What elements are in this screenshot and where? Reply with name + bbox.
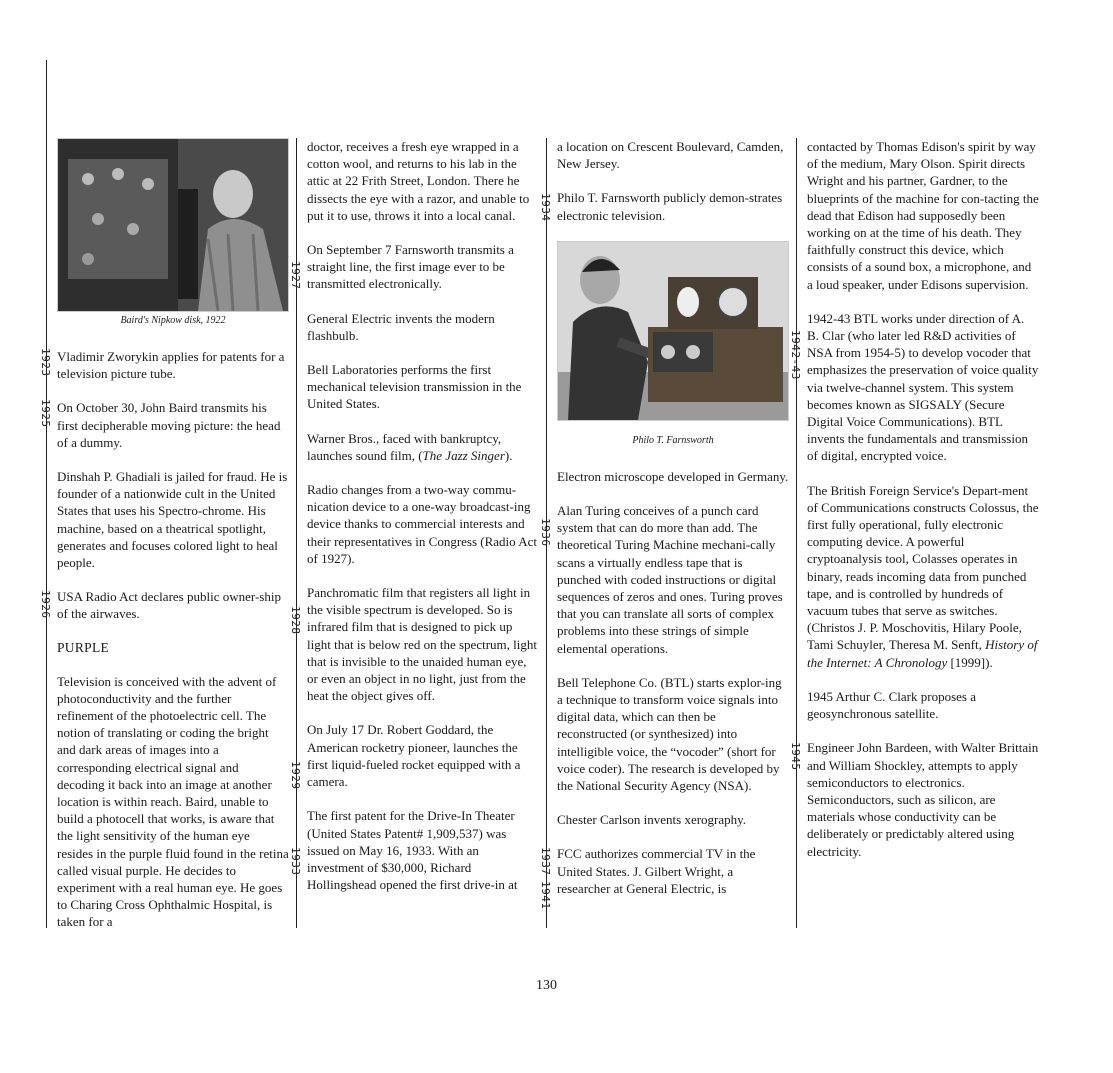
entry-semiconductors: Engineer John Bardeen, with Walter Brittain and William Shockley, attempts to apply semiconductors to electronics. Semiconductors, such as silicon, are materials whose conductivity can be deliberately or predictably altered using electricity.	[807, 740, 1039, 859]
year-label: 1945	[789, 742, 802, 771]
column-2	[307, 138, 539, 938]
entry-electron-microscope: Electron microscope developed in Germany.	[557, 468, 789, 484]
entry-xerography: Chester Carlson invents xerography.	[557, 812, 747, 828]
entry-vocoder: Bell Telephone Co. (BTL) starts explor-ing a technique to transform voice signals into digital data, which can then be reconstructed (or synthesized) into intelligible voice, the “vocoder” (short for voice coder). The research is developed by the National Security Agency (NSA).	[557, 674, 782, 794]
column-4	[807, 138, 1039, 938]
page-number: 130	[536, 978, 557, 993]
entry-flashbulb: General Electric invents the modern flashbulb.	[307, 310, 495, 343]
year-label: 1933	[289, 847, 302, 876]
year-label: 1934	[539, 193, 552, 222]
entry-zworykin: Vladimir Zworykin applies for patents for a television picture tube.	[57, 349, 285, 382]
year-label: 1928	[289, 606, 302, 635]
year-label: 1942-43	[789, 330, 802, 380]
left-margin-rule	[46, 60, 47, 928]
entry-radio-act: USA Radio Act declares public owner-ship of the airwaves.	[57, 589, 281, 622]
farnsworth-photo	[557, 241, 789, 421]
entry-eye-doctor: doctor, receives a fresh eye wrapped in a cotton wool, and returns to his lab in the attic at 22 Frith Street, London. There he dissects the eye with a razor, and unable to put it to use, throws it into a local canal.	[307, 139, 530, 223]
entry-radio-broadcast: Radio changes from a two-way commu-nication device to a one-way broadcast-ing device thanks to commercial interests and their representatives in Congress (Radio Act of 1927).	[307, 482, 537, 566]
column-1	[57, 138, 289, 938]
baird-nipkow-photo	[57, 138, 289, 312]
section-heading: PURPLE	[57, 639, 110, 655]
photo-caption: Philo T. Farnsworth	[632, 434, 714, 446]
entry-farnsworth-demo: Philo T. Farnsworth publicly demon-strates electronic television.	[557, 190, 783, 223]
entry-fcc: FCC authorizes commercial TV in the United States. J. Gilbert Wright, a researcher at General Electric, is	[557, 846, 756, 896]
entry-sigsaly: 1942-43 BTL works under direction of A. B. Clar (who later led R&D activities of NSA from 1954-5) to develop vocoder that emphasizes the preservation of voice quality via twelve-channel system. This system becomes known as SIGSALY (Secure Digital Voice Communications). BTL invents the fundamentals and transmission of digital, encrypted voice.	[807, 310, 1039, 464]
entry-colossus: The British Foreign Service's Depart-ment of Communications constructs Colossus, the first fully operational, fully electronic computing device. A powerful cryptoanalysis tool, Colasses operates in binary, reads incoming data from punched tape, and is controlled by hundreds of vacuum tubes that serve as switches. (Christos J. P. Moschovitis, Hilary Poole, Tami Schuyler, Theresa M. Senft, History of the Internet: A Chronology [1999]).	[807, 482, 1039, 670]
year-label: 1929	[289, 761, 302, 790]
entry-warner: Warner Bros., faced with bankruptcy, launches sound film, (The Jazz Singer).	[307, 430, 513, 463]
entry-ghadiali: Dinshah P. Ghadiali is jailed for fraud. He is founder of a nationwide cult in the United States that uses his Spectro-chrome. His machine, based on a theatrical spotlight, generates and focuses colored light to heal people.	[57, 469, 288, 571]
column-rule-2	[296, 138, 297, 928]
photo-caption: Baird's Nipkow disk, 1922	[120, 315, 226, 326]
entry-panchromatic: Panchromatic film that registers all light in the visible spectrum is developed. So is infrared film that is designed to pick up light that is below red on the spectrum, light that is invisible to the unaided human eye, or even an object in no light, just from the heat the object gives off.	[307, 585, 537, 704]
entry-turing: Alan Turing conceives of a punch card system that can do more than add. The theoretical Turing Machine mechani-cally scans a virtually endless tape that is punched with coded instructions or digital sequences of zeros and ones. Turing proves that you can translate all sorts of complex problems into these strings of simple elemental operations.	[557, 503, 783, 656]
column-rule-4	[796, 138, 797, 928]
year-label: 1927	[289, 261, 302, 290]
entry-farnsworth-line: On September 7 Farnsworth transmits a straight line, the first image ever to be transmitted electronically.	[307, 242, 514, 292]
year-label: 1925	[39, 399, 52, 428]
year-label: 1923	[39, 348, 52, 377]
entry-crescent-blvd: a location on Crescent Boulevard, Camden, New Jersey.	[557, 139, 784, 172]
entry-goddard: On July 17 Dr. Robert Goddard, the American rocketry pioneer, launches the first liquid-fueled rocket equipped with a camera.	[307, 722, 521, 790]
entry-television: Television is conceived with the advent of photoconductivity and the further refinement of the photoelectric cell. The notion of translating or coding the bright and dark areas of images into a corresponding electrical signal and decoding it back into an image at another location is within reach. Baird, unable to build a photocell that works, is aware that the light sensitivity of the human eye resides in the purple fluid found in the retina called visual purple. He decides to experiment with a real human eye. He goes to Charing Cross Ophthalmic Hospital, is taken for a	[57, 673, 289, 930]
entry-clark-satellite: 1945 Arthur C. Clark proposes a geosynchronous satellite.	[807, 688, 976, 722]
column-3	[557, 138, 789, 938]
entry-drive-in: The first patent for the Drive-In Theater (United States Patent# 1,909,537) was issued on May 16, 1933. With an investment of $30,000, Richard Hollingshead opened the first drive-in at	[307, 808, 518, 893]
year-label: 1926	[39, 590, 52, 619]
year-label: 1941	[539, 881, 552, 910]
year-label: 1937	[539, 847, 552, 876]
year-label: 1936	[539, 518, 552, 547]
entry-baird-dummy: On October 30, John Baird transmits his first decipherable moving picture: the head of a dummy.	[57, 400, 281, 450]
entry-edison-spirit: contacted by Thomas Edison's spirit by way of the medium, Mary Olson. Spirit directs Wright and his partner, Gardner, to the blueprints of the machine for con-tacting the dead that Edison had supposedly been working on at the time of his death. They faithfully construct this device, which consists of a sound box, a microphone, and a loud speaker, under Edisons supervision.	[807, 139, 1039, 292]
entry-bell-labs: Bell Laboratories performs the first mechanical television transmission in the United States.	[307, 362, 522, 412]
